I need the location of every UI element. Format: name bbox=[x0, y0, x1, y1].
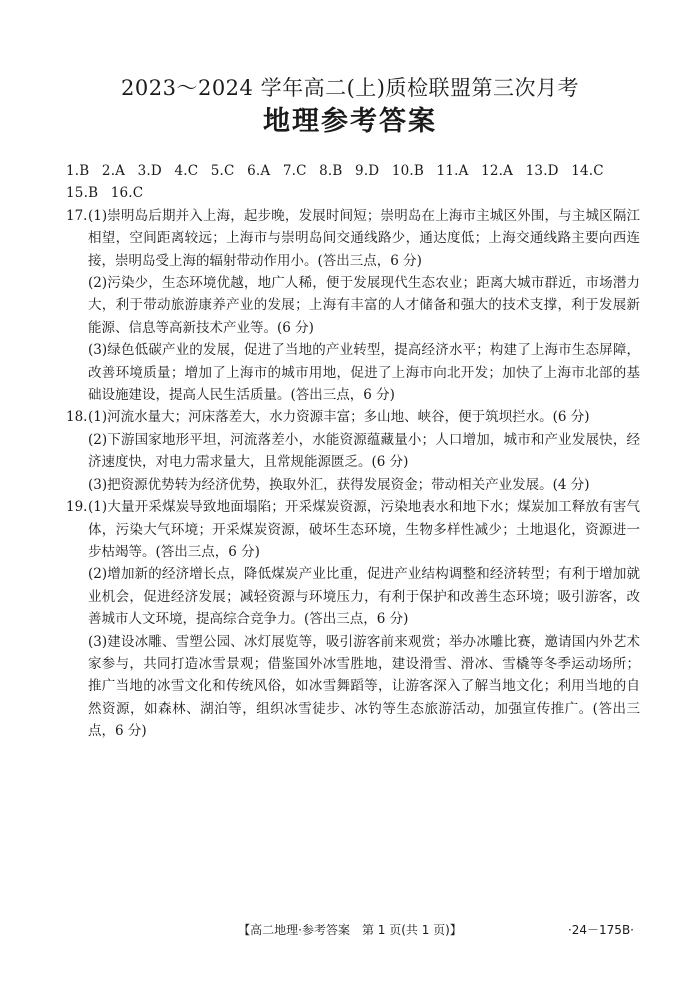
page-footer bbox=[0, 921, 700, 941]
question-19 bbox=[66, 496, 640, 742]
question-18 bbox=[66, 406, 640, 496]
answer-part: (2)增加新的经济增长点，降低煤炭产业比重，促进产业结构调整和经济转型；有利于增加就业机会，促进经济发展；减轻资源与环境压力，有利于保护和改善生态环境；吸引游客，改善城市人文环境，提高综合竞争力。(答出三点，6 分) bbox=[88, 566, 640, 628]
mcq-answer: 4.C bbox=[174, 163, 199, 179]
mcq-answer: 5.C bbox=[210, 163, 235, 179]
answer-part: (3)把资源优势转为经济优势，换取外汇，获得发展资金；带动相关产业发展。(4 分) bbox=[88, 476, 590, 493]
mcq-answer: 13.D bbox=[525, 163, 559, 179]
answer-content bbox=[66, 160, 640, 743]
exam-title: 2023～2024 学年高二(上)质检联盟第三次月考 bbox=[121, 76, 579, 100]
mcq-answer: 1.B bbox=[66, 163, 90, 179]
question-17 bbox=[66, 205, 640, 407]
document-subtitle: 地理参考答案 bbox=[263, 106, 437, 137]
question-number: 18. bbox=[66, 409, 88, 426]
mcq-answer: 8.B bbox=[319, 163, 343, 179]
mcq-answer: 15.B bbox=[66, 185, 99, 202]
answer-part: (2)下游国家地形平坦，河流落差小，水能资源蕴藏量小；人口增加，城市和产业发展快，经济速度快，对电力需求量大，且常规能源匮乏。(6 分) bbox=[88, 431, 640, 471]
mcq-answer: 7.C bbox=[282, 163, 307, 179]
mcq-answer: 14.C bbox=[571, 163, 604, 179]
answer-part: (1)河流水量大；河床落差大，水力资源丰富；多山地、峡谷，便于筑坝拦水。(6 分) bbox=[88, 409, 590, 426]
mcq-answer: 10.B bbox=[391, 163, 425, 179]
mcq-answer: 3.D bbox=[137, 163, 162, 179]
mcq-answer: 9.D bbox=[355, 163, 380, 179]
mcq-answer: 2.A bbox=[101, 163, 126, 179]
footer-page-info: 【高二地理·参考答案 第 1 页(共 1 页)】 bbox=[238, 923, 462, 937]
mcq-answer: 11.A bbox=[436, 163, 469, 179]
mcq-answer: 12.A bbox=[481, 163, 514, 179]
mcq-answers-line-1 bbox=[66, 160, 640, 182]
mcq-answer: 6.A bbox=[247, 163, 271, 179]
question-number: 17. bbox=[66, 207, 88, 224]
answer-part: (1)崇明岛后期并入上海，起步晚，发展时间短；崇明岛在上海市主城区外围，与主城区隔江相望，空间距离较远；上海市与崇明岛间交通线路少，通达度低；上海交通线路主要向西连接，崇明岛受上海的辐射带动作用小。(答出三点，6 分) bbox=[88, 207, 640, 269]
answer-part: (2)污染少，生态环境优越，地广人稀，便于发展现代生态农业；距离大城市群近，市场潜力大，利于带动旅游康养产业的发展；上海有丰富的人才储备和强大的技术支撑，利于发展新能源、信息等高新技术产业等。(6 分) bbox=[88, 275, 640, 336]
answer-part: (1)大量开采煤炭导致地面塌陷；开采煤炭资源，污染地表水和地下水；煤炭加工释放有害气体，污染大气环境；开采煤炭资源，破坏生态环境，生物多样性减少；土地退化，资源进一步枯竭等。(答出三点，6 分) bbox=[88, 499, 640, 560]
answer-part: (3)建设冰雕、雪塑公园、冰灯展览等，吸引游客前来观赏；举办冰雕比赛，邀请国内外艺术家参与，共同打造冰雪景观；借鉴国外冰雪胜地，建设滑雪、滑冰、雪橇等冬季运动场所；推广当地的冰雪文化和传统风俗，如冰雪舞蹈等，让游客深入了解当地文化；利用当地的自然资源，如森林、湖泊等，组织冰雪徒步、冰钓等生态旅游活动，加强宣传推广。(答出三点，6 分) bbox=[88, 633, 640, 740]
mcq-answers-line-2 bbox=[66, 182, 640, 204]
answer-part: (3)绿色低碳产业的发展，促进了当地的产业转型，提高经济水平；构建了上海市生态屏障，改善环境质量；增加了上海市的城市用地，促进了上海市向北开发；加快了上海市北部的基础设施建设，提高人民生活质量。(答出三点，6 分) bbox=[88, 342, 640, 404]
question-number: 19. bbox=[66, 499, 88, 516]
footer-exam-code: ·24－175B· bbox=[567, 923, 634, 937]
mcq-answer: 16.C bbox=[110, 185, 144, 202]
